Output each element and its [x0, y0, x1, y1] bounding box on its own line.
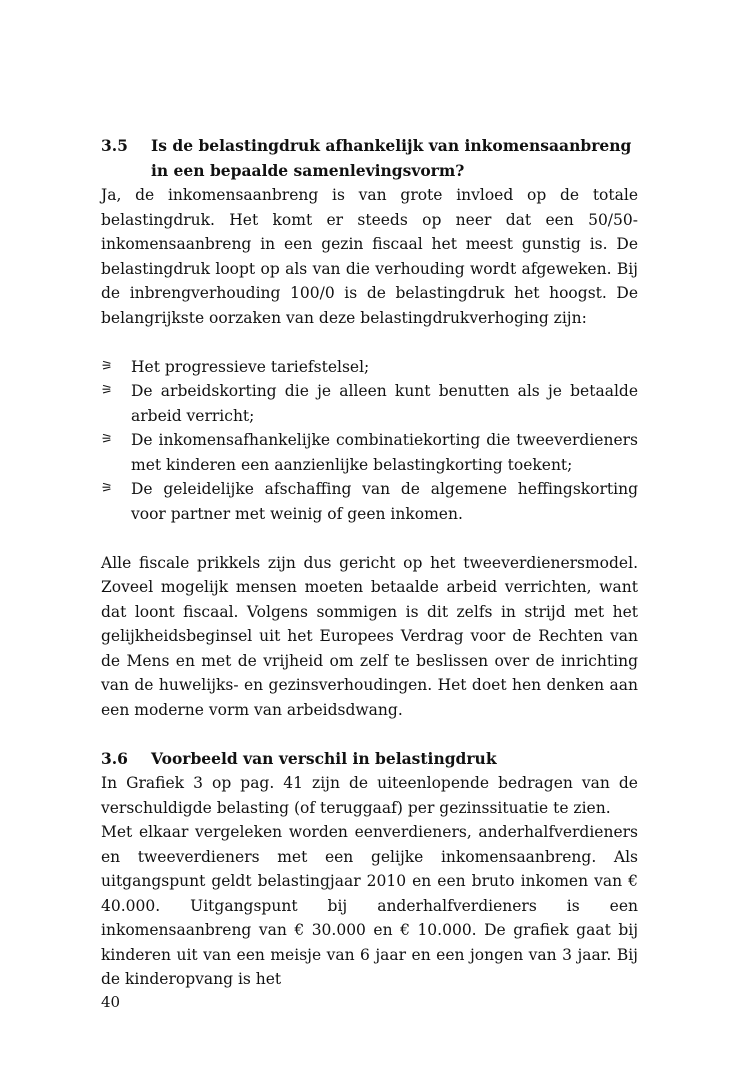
bullet-icon: ⚞ — [101, 481, 113, 496]
section-number: 3.6 — [101, 748, 128, 768]
list-item-text: De inkomensafhankelijke combinatiekorting die tweeverdieners met kinderen een aanzienlijke belastingkorting toekent; — [131, 431, 638, 474]
section-title: Is de belastingdruk afhankelijk van inkomensaanbreng in een bepaalde samenlevingsvorm? — [151, 136, 632, 180]
bullet-icon: ⚞ — [101, 432, 113, 447]
section-heading-3-6 — [101, 747, 638, 772]
list-item — [101, 477, 638, 526]
spacer — [101, 526, 638, 551]
bullet-icon: ⚞ — [101, 383, 113, 398]
list-item — [101, 379, 638, 428]
list-item-text: De geleidelijke afschaffing van de algemene heffingskorting voor partner met weinig of geen inkomen. — [131, 480, 638, 523]
list-item-text: De arbeidskorting die je alleen kunt benutten als je betaalde arbeid verricht; — [131, 382, 638, 425]
list-item — [101, 428, 638, 477]
bullet-list — [101, 355, 638, 527]
intro-paragraph: Ja, de inkomensaanbreng is van grote invloed op de totale belastingdruk. Het komt er steeds op neer dat een 50/50-inkomensaanbreng in een gezin fiscaal het meest gunstig is. De belastingdruk loopt op als van die verhouding wordt afgeweken. Bij de inbrengverhouding 100/0 is de belastingdruk het hoogst. De belangrijkste oorzaken van deze belastingdrukverhoging zijn: — [101, 186, 638, 327]
section-number: 3.5 — [101, 136, 128, 155]
bullet-icon: ⚞ — [101, 358, 113, 374]
paragraph-vergelijking: Met elkaar vergeleken worden eenverdieners, anderhalfverdieners en tweeverdieners met een gelijke inkomensaanbreng. Als uitgangspunt geldt belastingjaar 2010 en een bruto inkomen van € 40.000. Uitgangspunt bij anderhalfverdieners is een inkomensaanbreng van € 30.000 en € 10.000. De grafiek gaat bij kinderen uit van een meisje van 6 jaar en een jongen van 3 jaar. Bij de kinderopvang is het — [101, 823, 638, 988]
list-item-text: Het progressieve tariefstelsel; — [131, 357, 370, 376]
page-content — [101, 134, 638, 992]
spacer — [101, 722, 638, 747]
page-number: 40 — [101, 993, 121, 1011]
section-heading-3-5 — [101, 134, 638, 183]
paragraph-grafiek: In Grafiek 3 op pag. 41 zijn de uiteenlopende bedragen van de verschuldigde belasting (of teruggaaf) per gezinssituatie te zien. — [101, 774, 638, 817]
closing-paragraph: Alle fiscale prikkels zijn dus gericht op het tweeverdienersmodel. Zoveel mogelijk mensen moeten betaalde arbeid verrichten, want dat loont fiscaal. Volgens sommigen is dit zelfs in strijd met het gelijkheidsbeginsel uit het Europees Verdrag voor de Rechten van de Mens en met de vrijheid om zelf te beslissen over de inrichting van de huwelijks- en gezinsverhoudingen. Het doet hen denken aan een moderne vorm van arbeidsdwang. — [101, 553, 638, 719]
spacer — [101, 330, 638, 355]
list-item — [101, 355, 638, 380]
section-title: Voorbeeld van verschil in belastingdruk — [151, 748, 497, 768]
